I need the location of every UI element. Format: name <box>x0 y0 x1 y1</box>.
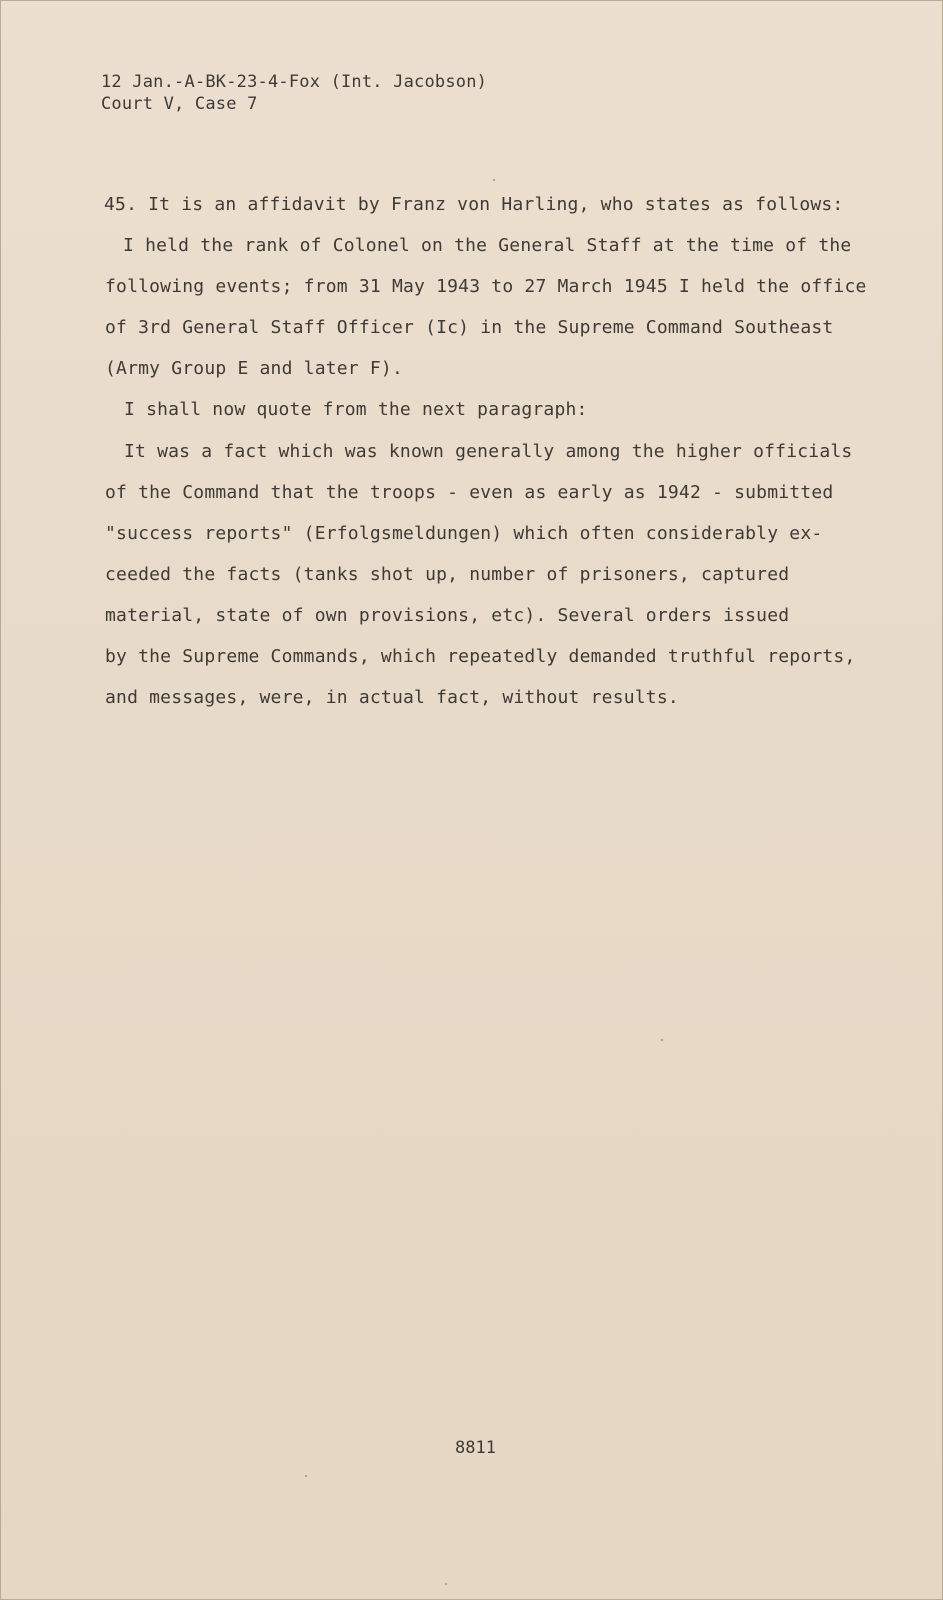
body-line: of 3rd General Staff Officer (Ic) in the Supreme Command Southeast <box>105 317 834 338</box>
page-number: 8811 <box>455 1438 496 1458</box>
body-line: It was a fact which was known generally among the higher officials <box>124 441 853 462</box>
body-line: 45. It is an affidavit by Franz von Harling, who states as follows: <box>104 194 844 215</box>
paper-speck <box>445 1583 447 1585</box>
body-line: I shall now quote from the next paragraph: <box>124 399 588 420</box>
body-line: and messages, were, in actual fact, without results. <box>105 687 679 708</box>
body-line: "success reports" (Erfolgsmeldungen) which often considerably ex- <box>105 523 823 544</box>
header-court-case: Court V, Case 7 <box>101 94 258 114</box>
header-reference: 12 Jan.-A-BK-23-4-Fox (Int. Jacobson) <box>101 72 488 92</box>
body-line: ceeded the facts (tanks shot up, number of prisoners, captured <box>105 564 790 585</box>
paper-speck <box>661 1039 663 1041</box>
body-line: of the Command that the troops - even as early as 1942 - submitted <box>105 482 834 503</box>
body-line: (Army Group E and later F). <box>105 358 403 379</box>
document-header <box>101 71 487 115</box>
paper-speck <box>305 1475 307 1477</box>
paper-speck <box>493 179 495 181</box>
body-line: material, state of own provisions, etc). Several orders issued <box>105 605 790 626</box>
body-line: following events; from 31 May 1943 to 27 March 1945 I held the office <box>105 276 867 297</box>
body-line: I held the rank of Colonel on the General Staff at the time of the <box>123 235 852 256</box>
body-line: by the Supreme Commands, which repeatedly demanded truthful reports, <box>105 646 856 667</box>
